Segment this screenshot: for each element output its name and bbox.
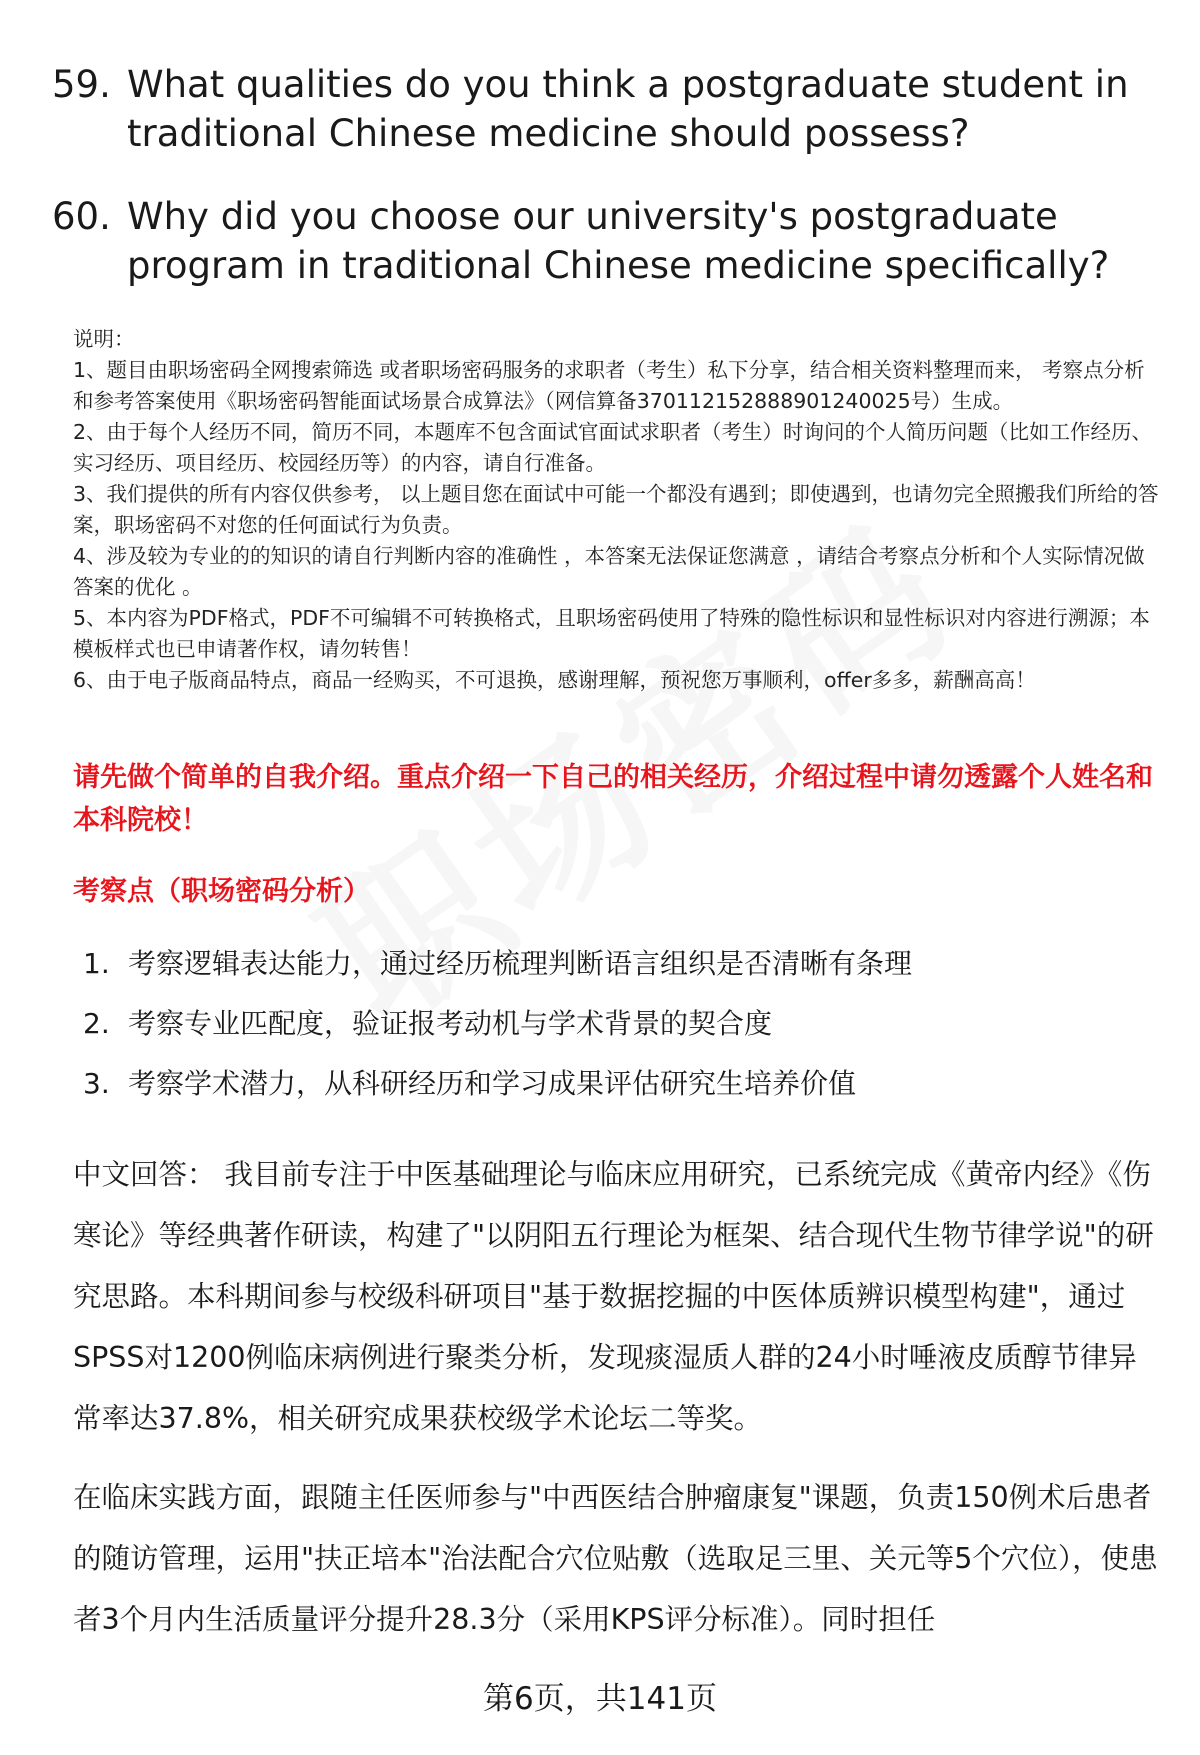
notes-title: 说明： (73, 327, 135, 351)
answer-text: 中文回答： 我目前专注于中医基础理论与临床应用研究，已系统完成《黄帝内经》《伤寒论》等经典著作研读，构建了"以阴阳五行理论为框架、结合现代生物节律学说"的研究思路。本科期间参与校级科研项目"基于数据挖掘的中医体质辨识模型构建"，通过SPSS对1200例临床病例进行聚类分析，发现痰湿质人群的24小时唾液皮质醇节律异常率达37.8%，相关研究成果获校级学术论坛二等奖。 (73, 1158, 1154, 1435)
analysis-point (83, 1004, 1163, 1064)
note-item: 1、题目由职场密码全网搜索筛选 或者职场密码服务的求职者（考生）私下分享，结合相关资料整理而来， 考察点分析和参考答案使用《职场密码智能面试场景合成算法》（网信算备370112152888901240025号）生成。 (73, 358, 1145, 413)
analysis-point (83, 1064, 1163, 1124)
answer-paragraph (73, 1467, 1163, 1650)
analysis-heading: 考察点（职场密码分析） (73, 876, 370, 907)
note-item: 3、我们提供的所有内容仅供参考， 以上题目您在面试中可能一个都没有遇到；即使遇到，也请勿完全照搬我们所给的答案，职场密码不对您的任何面试行为负责。 (73, 482, 1159, 537)
note-item: 2、由于每个人经历不同，简历不同，本题库不包含面试官面试求职者（考生）时询问的个人简历问题（比如工作经历、实习经历、项目经历、校园经历等）的内容，请自行准备。 (73, 420, 1153, 475)
point-number: 3. (83, 1067, 110, 1100)
question-59 (52, 60, 1162, 158)
point-text: 考察逻辑表达能力，通过经历梳理判断语言组织是否清晰有条理 (128, 947, 913, 980)
point-text: 考察学术潜力，从科研经历和学习成果评估研究生培养价值 (128, 1067, 857, 1100)
analysis-point (83, 944, 1163, 1004)
disclaimer-notes (73, 324, 1163, 696)
question-number: 59. (52, 63, 111, 106)
answer-paragraph (73, 1144, 1163, 1449)
note-item: 6、由于电子版商品特点，商品一经购买，不可退换，感谢理解，预祝您万事顺利，offer多多，薪酬高高！ (73, 668, 1036, 692)
note-item: 5、本内容为PDF格式，PDF不可编辑不可转换格式，且职场密码使用了特殊的隐性标识和显性标识对内容进行溯源；本模板样式也已申请著作权，请勿转售！ (73, 606, 1150, 661)
question-number: 60. (52, 195, 111, 238)
question-60 (52, 192, 1162, 290)
point-number: 2. (83, 1007, 110, 1040)
answer-text: 在临床实践方面，跟随主任医师参与"中西医结合肿瘤康复"课题，负责150例术后患者的随访管理，运用"扶正培本"治法配合穴位贴敷（选取足三里、关元等5个穴位），使患者3个月内生活质量评分提升28.3分（采用KPS评分标准）。同时担任 (73, 1481, 1158, 1636)
question-text: What qualities do you think a postgraduate student in traditional Chinese medicine should possess? (127, 63, 1129, 155)
point-number: 1. (83, 947, 110, 980)
page-footer: 第6页，共141页 (483, 1681, 717, 1717)
note-item: 4、涉及较为专业的的知识的请自行判断内容的准确性 ，本答案无法保证您满意 ，请结合考察点分析和个人实际情况做答案的优化 。 (73, 544, 1145, 599)
question-text: Why did you choose our university's postgraduate program in traditional Chinese medicine specifically? (127, 195, 1110, 287)
interview-question: 请先做个简单的自我介绍。重点介绍一下自己的相关经历，介绍过程中请勿透露个人姓名和本科院校！ (73, 762, 1153, 836)
point-text: 考察专业匹配度，验证报考动机与学术背景的契合度 (128, 1007, 773, 1040)
analysis-points (83, 944, 1163, 1124)
